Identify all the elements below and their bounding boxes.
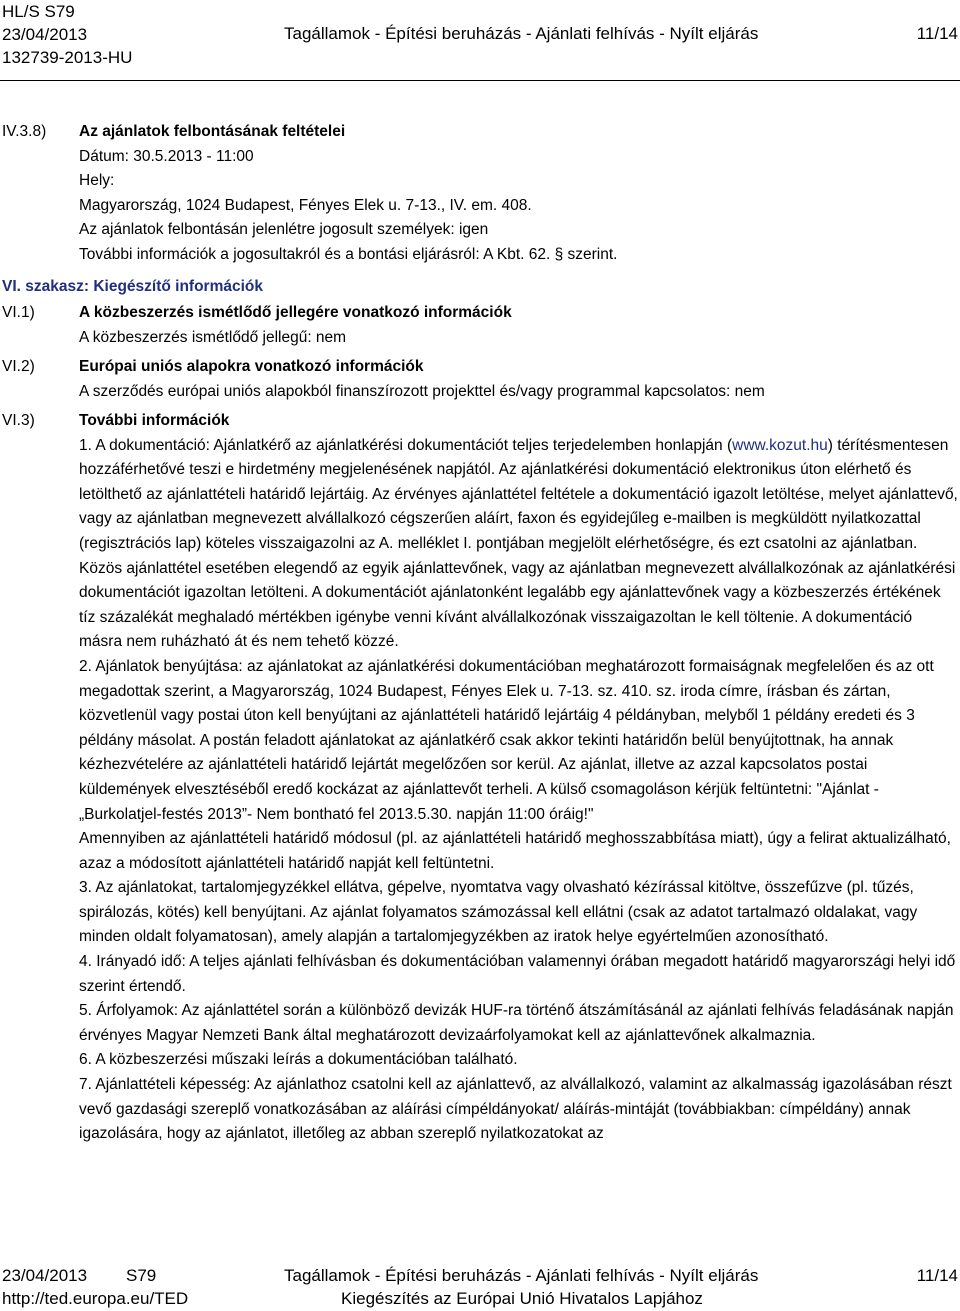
header-page-number: 11/14 — [916, 24, 958, 43]
section-text: A közbeszerzés ismétlődő jellegű: nem — [79, 328, 347, 346]
opening-date: Dátum: 30.5.2013 - 11:00 — [79, 147, 254, 165]
opening-place-label: Hely: — [79, 172, 115, 190]
footer-date: 23/04/2013 — [2, 1266, 88, 1285]
kozut-link[interactable]: www.kozut.hu — [732, 436, 828, 454]
opening-place: Magyarország, 1024 Budapest, Fényes Elek u. 7-13., IV. em. 408. — [79, 196, 532, 214]
paragraph-3: 3. Az ajánlatokat, tartalomjegyzékkel ellátva, gépelve, nyomtatva vagy olvasható kézírással kitöltve, összefűzve (pl. tűzés, spirálozás, kötés) kell benyújtani. Az ajánlat folyamatos számozással kell ellátni (csak az adatot tartalmazó oldalakat, vagy minden oldalt folyamatosan), amely alapján a tartalomjegyzékben az iratok helye egyértelműen azonosítható. — [79, 879, 918, 946]
paragraph-4: 4. Irányadó idő: A teljes ajánlati felhívásban és dokumentációban valamennyi órában megadott határidő magyarországi helyi idő szerint értendő. — [79, 953, 956, 995]
paragraph-1 — [79, 434, 958, 655]
section-iv-3-8 — [0, 120, 960, 268]
paragraph-2: 2. Ajánlatok benyújtása: az ajánlatokat az ajánlatkérési dokumentációban meghatározott formaiságnak megfelelően és az ott megadottak szerint, a Magyarország, 1024 Budapest, Fényes Elek u. 7-13. sz. 410. sz. iroda címre, írásban és zártan, közvetlenül vagy postai úton kell benyújtani az ajánlattételi határidő lejártáig 4 példányban, melyből 1 példány eredeti és 3 példány másolat. A postán feladott ajánlatokat az ajánlatkérő csak akkor tekinti határidőn belül benyújtottnak, ha annak kézhezvételére az ajánlattételi határidő lejártát megelőzően sor kerül. Az ajánlat, illetve az azzal kapcsolatos postai küldemények elvesztéséből eredő kockázat az ajánlattevőt terheli. A külső csomagoláson kérjük feltüntetni: "Ajánlat - „Burkolatjel-festés 2013”- Nem bontható fel 2013.5.30. napján 11:00 óráig!" — [79, 657, 934, 823]
opening-info: További információk a jogosultakról és a bontási eljárásról: A Kbt. 62. § szerint. — [79, 245, 618, 263]
paragraph-1-start: 1. A dokumentáció: Ajánlatkérő az ajánlatkérési dokumentációt teljes terjedelemben honlapján ( — [79, 436, 733, 454]
section-vi-heading — [2, 275, 263, 299]
section-title: Az ajánlatok felbontásának feltételei — [79, 123, 346, 140]
footer-page-number: 11/14 — [916, 1266, 958, 1285]
paragraph-5: 5. Árfolyamok: Az ajánlattétel során a különböző devizák HUF-ra történő átszámításánál az ajánlati felhívás feladásának napján érvényes Magyar Nemzeti Bank által meghatározott devizaárfolyamokat kell az ajánlattevőnek alkalmaznia. — [79, 1002, 954, 1044]
section-number: IV.3.8) — [2, 123, 47, 140]
paragraph-2b: Amennyiben az ajánlattételi határidő módosul (pl. az ajánlattételi határidő meghosszabbítása miatt), úgy a felirat aktualizálható, azaz a módosított ajánlattételi határidő napját kell feltüntetni. — [79, 830, 951, 872]
section-number: VI.1) — [2, 304, 35, 321]
header-title: Tagállamok - Építési beruházás - Ajánlati felhívás - Nyílt eljárás — [284, 24, 759, 43]
header-divider — [0, 80, 960, 81]
section-vi-1 — [0, 301, 960, 350]
section-vi-label: VI. szakasz: Kiegészítő információk — [2, 278, 264, 295]
section-number: VI.3) — [2, 412, 35, 429]
section-vi-2 — [0, 355, 960, 404]
page-footer — [0, 1264, 960, 1311]
page-header — [0, 0, 960, 72]
header-date: 23/04/2013 — [2, 25, 88, 44]
paragraph-1-rest: ) térítésmentesen hozzáférhetővé teszi e hirdetmény megjelenésének napjától. Az ajánlatkérési dokumentáció elektronikus úton elérhető és letölthető az ajánlattételi határidő lejártáig. Az érvényes ajánlattétel feltétele a dokumentáció igazolt letöltése, melyet ajánlattevő, vagy az ajánlatban megnevezett alvállalkozó cégszerűen aláírt, faxon és egyidejűleg e-mailben is megküldött nyilatkozattal (regisztrációs lap) köteles visszaigazolni az A. melléklet I. pontjában megjelölt elérhetőségre, és ezt csatolni az ajánlatban. Közös ajánlattétel esetében elegendő az egyik ajánlattevőnek, vagy az ajánlatban megnevezett alvállalkozónak az ajánlatkérési dokumentációt igazoltan letölteni. A dokumentációt ajánlatonként legalább egy ajánlattevőnek vagy a közbeszerzés értékének tíz százalékát meghaladó mértékben igénybe venni kívánt alvállalkozónak visszaigazoltan le kell töltenie. A dokumentáció másra nem ruházható át és nem tehető közzé. — [79, 436, 958, 651]
section-number: VI.2) — [2, 358, 35, 375]
section-title: A közbeszerzés ismétlődő jellegére vonatkozó információk — [79, 304, 512, 321]
paragraph-6: 6. A közbeszerzési műszaki leírás a dokumentációban található. — [79, 1051, 518, 1069]
header-left — [2, 0, 132, 69]
section-vi-3 — [0, 409, 960, 1147]
persons-authorized: Az ajánlatok felbontásán jelenlétre jogosult személyek: igen — [79, 221, 489, 239]
section-title: Európai uniós alapokra vonatkozó információk — [79, 358, 424, 375]
footer-title: Tagállamok - Építési beruházás - Ajánlati felhívás - Nyílt eljárás — [284, 1266, 759, 1285]
section-title: További információk — [79, 412, 230, 429]
footer-subtitle: Kiegészítés az Európai Unió Hivatalos Lapjához — [341, 1289, 703, 1308]
header-doc-id: 132739-2013-HU — [2, 48, 133, 67]
section-text: A szerződés európai uniós alapokból finanszírozott projekttel és/vagy programmal kapcsolatos: nem — [79, 382, 765, 400]
header-series: HL/S S79 — [2, 2, 75, 21]
footer-series: S79 — [126, 1266, 157, 1285]
paragraph-7: 7. Ajánlattételi képesség: Az ajánlathoz csatolni kell az ajánlattevő, az alvállalkozó, valamint az alkalmasság igazolásában részt vevő gazdasági szereplő vonatkozásában az aláírási címpéldányokat/ aláírás-mintáját (továbbiakban: címpéldány) annak igazolására, hogy az ajánlatot, illetőleg az abban szereplő nyilatkozatokat az — [79, 1076, 952, 1143]
footer-url[interactable]: http://ted.europa.eu/TED — [2, 1289, 189, 1308]
